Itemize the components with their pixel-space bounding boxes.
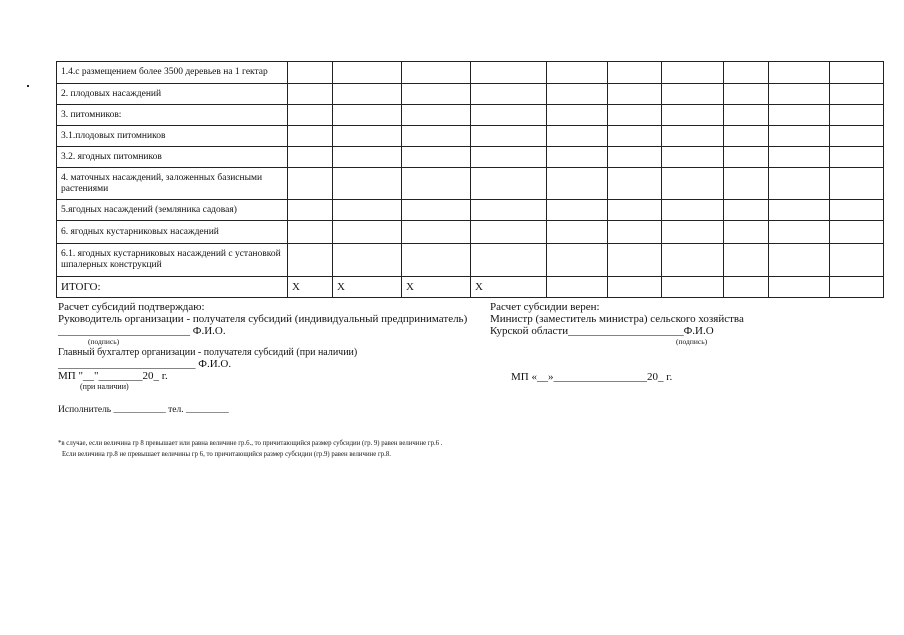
table-cell — [471, 200, 547, 221]
table-cell — [471, 126, 547, 147]
table-cell — [769, 277, 830, 298]
confirm-label: Расчет субсидий подтверждаю: — [58, 301, 205, 313]
mp-date-line-right: МП «__»_________________20_ г. — [511, 371, 673, 383]
table-cell — [471, 84, 547, 105]
table-cell — [830, 126, 884, 147]
table-cell — [724, 168, 769, 200]
table-cell — [769, 221, 830, 244]
table-cell — [402, 126, 471, 147]
table-cell — [402, 221, 471, 244]
table-cell — [608, 200, 662, 221]
table-cell — [547, 221, 608, 244]
table-cell — [333, 147, 402, 168]
table-cell — [402, 168, 471, 200]
table-cell — [471, 105, 547, 126]
minister-label: Министр (заместитель министра) сельского хозяйства — [490, 313, 744, 325]
table-cell — [608, 277, 662, 298]
table-row — [57, 62, 884, 84]
table-cell — [333, 84, 402, 105]
table-row — [57, 105, 884, 126]
table-cell — [333, 105, 402, 126]
table-cell — [471, 221, 547, 244]
row-label: 3. питомников: — [57, 105, 288, 126]
table-cell — [724, 221, 769, 244]
sign-caption: (подпись) — [88, 337, 120, 346]
table-cell — [402, 84, 471, 105]
region-sign-line: Курской области_____________________Ф.И.О — [490, 325, 714, 337]
region-sign-caption: (подпись) — [676, 337, 708, 346]
table-cell — [769, 105, 830, 126]
table-cell — [547, 168, 608, 200]
table-cell — [830, 84, 884, 105]
table-cell — [769, 168, 830, 200]
table-cell — [662, 126, 724, 147]
table-cell — [288, 105, 333, 126]
row-label: 4. маточных насаждений, заложенных базисными растениями — [57, 168, 288, 200]
table-cell — [471, 244, 547, 277]
table-row — [57, 168, 884, 200]
executor-line: Исполнитель ___________ тел. _________ — [58, 405, 229, 415]
table-cell — [402, 244, 471, 277]
mp-caption: (при наличии) — [80, 382, 129, 391]
table-cell — [830, 244, 884, 277]
row-label: 3.1.плодовых питомников — [57, 126, 288, 147]
table-cell — [724, 62, 769, 84]
table-cell — [471, 168, 547, 200]
table-cell — [662, 168, 724, 200]
head-sign-line: ________________________ Ф.И.О. — [58, 325, 226, 337]
table-cell — [547, 147, 608, 168]
table-cell — [288, 126, 333, 147]
table-cell: X — [288, 277, 333, 298]
table-cell — [830, 277, 884, 298]
accountant-label: Главный бухгалтер организации - получателя субсидий (при наличии) — [58, 347, 358, 358]
table-cell — [662, 200, 724, 221]
table-cell — [769, 244, 830, 277]
accountant-sign-line: _________________________ Ф.И.О. — [58, 358, 232, 370]
footnote-line-2: Если величина гр.8 не превышает величины гр 6, то причитающийся размер субсидии (гр.9) равен величине гр.8. — [62, 451, 391, 458]
table-row — [57, 221, 884, 244]
table-cell — [288, 147, 333, 168]
table-cell — [769, 200, 830, 221]
table-cell — [288, 200, 333, 221]
table-cell — [662, 147, 724, 168]
table-cell — [830, 221, 884, 244]
row-label: 6. ягодных кустарниковых насаждений — [57, 221, 288, 244]
table-cell — [333, 168, 402, 200]
table-cell: X — [471, 277, 547, 298]
table-cell — [547, 84, 608, 105]
table-cell — [608, 84, 662, 105]
table-cell — [662, 62, 724, 84]
mp-date-line-left: МП "__"________20_ г. — [58, 370, 168, 382]
stray-dot — [27, 85, 29, 87]
table-cell: X — [402, 277, 471, 298]
table-cell — [288, 221, 333, 244]
table-cell — [662, 277, 724, 298]
table-cell — [402, 200, 471, 221]
table-cell — [547, 126, 608, 147]
table-cell — [662, 244, 724, 277]
table-cell — [333, 244, 402, 277]
table-cell — [547, 277, 608, 298]
row-label: 3.2. ягодных питомников — [57, 147, 288, 168]
table-cell — [288, 244, 333, 277]
table-row — [57, 200, 884, 221]
table-cell — [547, 105, 608, 126]
head-role-label: Руководитель организации - получателя субсидий (индивидуальный предприниматель) — [58, 313, 468, 325]
table-cell — [608, 147, 662, 168]
table-row — [57, 126, 884, 147]
table-cell — [608, 244, 662, 277]
table-cell — [402, 147, 471, 168]
table-cell — [608, 168, 662, 200]
table-cell — [830, 62, 884, 84]
table-row — [57, 244, 884, 277]
row-label: 2. плодовых насаждений — [57, 84, 288, 105]
table-cell — [830, 147, 884, 168]
table-cell — [471, 62, 547, 84]
table-cell — [288, 62, 333, 84]
row-label: 5.ягодных насаждений (земляника садовая) — [57, 200, 288, 221]
table-cell — [547, 200, 608, 221]
table-cell — [471, 147, 547, 168]
table-cell — [608, 105, 662, 126]
total-row — [57, 277, 884, 298]
row-label: 1.4.с размещением более 3500 деревьев на 1 гектар — [57, 62, 288, 84]
table-cell — [547, 244, 608, 277]
table-cell — [830, 168, 884, 200]
table-cell — [830, 200, 884, 221]
table-cell — [288, 84, 333, 105]
footnote-line-1: *в случае, если величина гр 8 превышает или равна величине гр.6., то причитающийся размер субсидии (гр. 9) равен величине гр.6 . — [58, 440, 443, 447]
subsidy-table — [56, 61, 884, 298]
table-cell — [402, 105, 471, 126]
table-cell — [333, 62, 402, 84]
table-cell — [769, 84, 830, 105]
table-row — [57, 147, 884, 168]
table-cell — [724, 244, 769, 277]
table-cell — [724, 105, 769, 126]
table-cell — [662, 105, 724, 126]
table-cell — [724, 200, 769, 221]
table-cell — [608, 221, 662, 244]
row-label: ИТОГО: — [57, 277, 288, 298]
table-cell — [608, 62, 662, 84]
table-cell — [662, 84, 724, 105]
table-cell — [288, 168, 333, 200]
table-cell — [724, 126, 769, 147]
table-cell — [662, 221, 724, 244]
table-cell — [769, 126, 830, 147]
table-cell — [333, 221, 402, 244]
table-cell — [830, 105, 884, 126]
table-cell — [608, 126, 662, 147]
table-cell — [402, 62, 471, 84]
table-cell — [724, 84, 769, 105]
table-row — [57, 84, 884, 105]
row-label: 6.1. ягодных кустарниковых насаждений с установкой шпалерных конструкций — [57, 244, 288, 277]
table-cell — [769, 62, 830, 84]
verified-label: Расчет субсидии верен: — [490, 301, 600, 313]
table-cell — [333, 126, 402, 147]
table-cell: X — [333, 277, 402, 298]
table-cell — [724, 147, 769, 168]
table-cell — [333, 200, 402, 221]
table-cell — [724, 277, 769, 298]
table-cell — [547, 62, 608, 84]
table-cell — [769, 147, 830, 168]
